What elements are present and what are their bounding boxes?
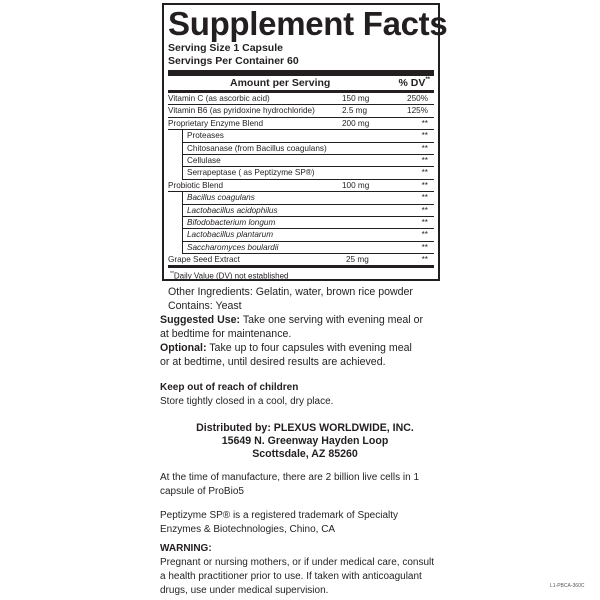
nutrient-row-vitamin-b6 xyxy=(168,105,434,117)
nutrient-name: Grape Seed Extract xyxy=(168,255,240,265)
servings-per-container: Servings Per Container 60 xyxy=(168,55,299,67)
header-dv-mark: ** xyxy=(425,77,430,83)
nutrient-name: Serrapeptase ( as Peptizyme SP®) xyxy=(187,168,315,178)
nutrient-dv: ** xyxy=(421,242,428,252)
nutrient-dv: ** xyxy=(421,180,428,190)
supplement-facts-panel xyxy=(162,3,448,282)
nutrient-name: Vitamin C (as ascorbic acid) xyxy=(168,94,270,103)
nutrient-row-vitamin-c xyxy=(168,93,434,105)
optional-line2: or at bedtime, until desired results are achieved. xyxy=(160,356,386,368)
suggested-use xyxy=(160,313,423,328)
nutrient-dv: ** xyxy=(421,193,428,203)
distributor-name: Distributed by: PLEXUS WORLDWIDE, INC. xyxy=(196,422,414,434)
nutrient-dv: ** xyxy=(421,131,428,141)
optional-label: Optional: xyxy=(160,342,207,354)
header-dv xyxy=(398,76,430,90)
contains-yeast: Contains: Yeast xyxy=(168,300,242,312)
storage-instructions: Store tightly closed in a cool, dry place. xyxy=(160,396,334,407)
nutrient-dv: 250% xyxy=(407,94,428,103)
nutrient-dv: ** xyxy=(421,118,428,128)
footnote xyxy=(168,268,434,283)
keep-out-warning: Keep out of reach of children xyxy=(160,382,299,393)
nutrient-amount: 2.5 mg xyxy=(342,106,368,116)
nutrient-dv: ** xyxy=(421,143,428,153)
nutrient-dv: ** xyxy=(421,205,428,215)
other-ingredients: Other Ingredients: Gelatin, water, brown rice powder xyxy=(168,286,413,298)
manufacture-note-line2: capsule of ProBio5 xyxy=(160,486,244,497)
serving-size: Serving Size 1 Capsule xyxy=(168,42,283,54)
nutrient-dv: 125% xyxy=(407,106,428,116)
nutrient-row-grape-seed xyxy=(168,254,434,265)
suggested-use-line1: Take one serving with evening meal or xyxy=(240,314,424,326)
nutrient-row-proteases xyxy=(182,130,434,142)
optional-use xyxy=(160,341,412,356)
distributor-address: 15649 N. Greenway Hayden Loop xyxy=(221,435,389,447)
nutrient-row-cellulase xyxy=(182,155,434,167)
nutrient-dv: ** xyxy=(421,255,428,265)
nutrient-row-acidophilus xyxy=(182,205,434,217)
header-dv-label: % DV xyxy=(398,77,426,89)
manufacture-note-line1: At the time of manufacture, there are 2 billion live cells in 1 xyxy=(160,472,420,483)
nutrient-row-serrapeptase xyxy=(182,167,434,179)
nutrient-row-probiotic-blend xyxy=(168,180,434,192)
header-amount: Amount per Serving xyxy=(230,77,331,89)
nutrient-dv: ** xyxy=(421,230,428,240)
suggested-use-line2: at bedtime for maintenance. xyxy=(160,328,292,340)
suggested-use-label: Suggested Use: xyxy=(160,314,241,326)
nutrient-amount: 200 mg xyxy=(342,118,370,128)
nutrient-dv: ** xyxy=(421,155,428,165)
nutrient-name: Chitosanase (from Bacillus coagulans) xyxy=(187,143,327,153)
footnote-mark: ** xyxy=(170,271,174,278)
nutrient-name: Cellulase xyxy=(187,155,221,165)
nutrient-name: Bacillus coagulans xyxy=(187,193,255,203)
nutrient-amount: 150 mg xyxy=(342,94,370,103)
product-code: L1-PBCA-360C xyxy=(550,583,585,589)
table-header xyxy=(168,76,434,90)
nutrient-name: Vitamin B6 (as pyridoxine hydrochloride) xyxy=(168,106,315,116)
nutrient-row-chitosanase xyxy=(182,143,434,155)
warning-line3: drugs, use under medical supervision. xyxy=(160,585,329,596)
nutrient-name: Bifodobacterium longum xyxy=(187,217,276,227)
nutrient-name: Proteases xyxy=(187,131,224,141)
nutrient-row-enzyme-blend xyxy=(168,118,434,130)
trademark-line2: Enzymes & Biotechnologies, Chino, CA xyxy=(160,524,336,535)
nutrient-amount: 25 mg xyxy=(346,255,369,265)
optional-line1: Take up to four capsules with evening meal xyxy=(206,342,412,354)
nutrient-row-bifidobacterium xyxy=(182,217,434,229)
nutrient-row-plantarum xyxy=(182,229,434,241)
footnote-text: Daily Value (DV) not established xyxy=(173,272,289,282)
facts-title: Supplement Facts xyxy=(168,5,448,42)
trademark-line1: Peptizyme SP® is a registered trademark of Specialty xyxy=(160,510,399,521)
warning-line2: a health practitioner prior to use. If taken with anticoagulant xyxy=(160,571,422,582)
nutrient-name: Saccharomyces boulardii xyxy=(187,242,279,252)
distributor-city: Scottsdale, AZ 85260 xyxy=(252,448,358,460)
nutrient-name: Proprietary Enzyme Blend xyxy=(168,118,264,128)
nutrient-amount: 100 mg xyxy=(342,180,370,190)
nutrient-dv: ** xyxy=(421,217,428,227)
nutrient-dv: ** xyxy=(421,168,428,178)
warning-line1: Pregnant or nursing mothers, or if under medical care, consult xyxy=(160,557,435,568)
nutrient-row-bacillus xyxy=(182,192,434,204)
nutrient-name: Lactobacillus plantarum xyxy=(187,230,274,240)
nutrient-name: Lactobacillus acidophilus xyxy=(187,205,278,215)
nutrient-name: Probiotic Blend xyxy=(168,180,224,190)
nutrient-row-boulardii xyxy=(182,242,434,254)
warning-label: WARNING: xyxy=(160,543,212,554)
